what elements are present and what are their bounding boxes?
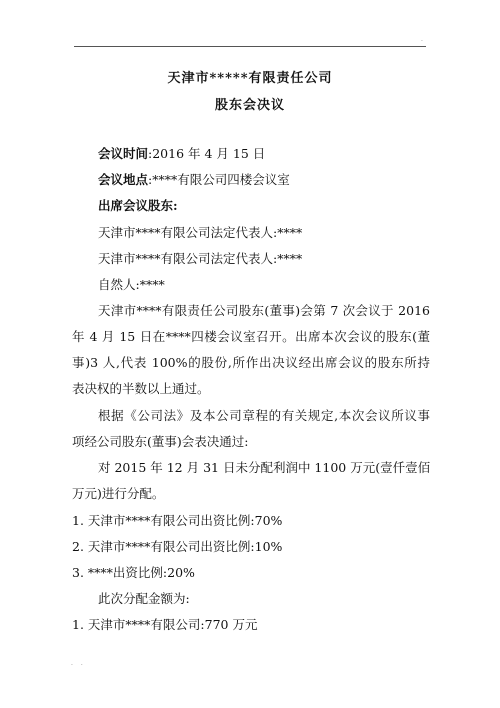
attendee-2: 天津市****有限公司法定代表人:**** bbox=[98, 251, 303, 266]
meeting-time bbox=[98, 146, 265, 161]
paragraph-3-line-1: 对 2015 年 12 月 31 日未分配利润中 1100 万元(壹仟壹佰 bbox=[98, 460, 431, 475]
footer-mark: . . bbox=[71, 660, 86, 667]
allocation-item-1: 1. 天津市****有限公司:770 万元 bbox=[72, 617, 258, 632]
document-title: 股东会决议 bbox=[214, 98, 285, 113]
paragraph-1-line-4: 表决权的半数以上通过。 bbox=[72, 381, 210, 396]
paragraph-1-line-3: 事)3 人,代表 100%的股份,所作出决议经出席会议的股东所持 bbox=[72, 355, 430, 370]
ratio-item-1: 1. 天津市****有限公司出资比例:70% bbox=[72, 513, 283, 528]
company-title: 天津市*****有限责任公司 bbox=[167, 71, 333, 86]
paragraph-2-line-2: 项经公司股东(董事)会表决通过: bbox=[72, 434, 249, 449]
paragraph-3-line-2: 万元)进行分配。 bbox=[72, 486, 165, 501]
attendee-1: 天津市****有限公司法定代表人:**** bbox=[98, 225, 303, 240]
meeting-place-value: :****有限公司四楼会议室 bbox=[148, 172, 290, 187]
ratio-item-2: 2. 天津市****有限公司出资比例:10% bbox=[72, 539, 283, 554]
paragraph-1-line-1: 天津市****有限责任公司股东(董事)会第 7 次会议于 2016 bbox=[98, 303, 430, 318]
attendees-label: 出席会议股东: bbox=[98, 198, 178, 213]
paragraph-1-line-2: 年 4 月 15 日在****四楼会议室召开。出席本次会议的股东(董 bbox=[72, 329, 430, 344]
meeting-place bbox=[98, 172, 290, 187]
attendee-3: 自然人:**** bbox=[98, 277, 165, 292]
allocation-intro: 此次分配金额为: bbox=[98, 591, 190, 606]
header-mark: . bbox=[421, 36, 423, 43]
meeting-time-label: 会议时间 bbox=[98, 146, 149, 161]
meeting-time-value: :2016 年 4 月 15 日 bbox=[148, 146, 266, 161]
header-rule bbox=[74, 46, 426, 47]
ratio-item-3: 3. ****出资比例:20% bbox=[72, 565, 195, 580]
meeting-place-label: 会议地点 bbox=[98, 172, 149, 187]
paragraph-2-line-1: 根据《公司法》及本公司章程的有关规定,本次会议所议事 bbox=[98, 408, 430, 423]
